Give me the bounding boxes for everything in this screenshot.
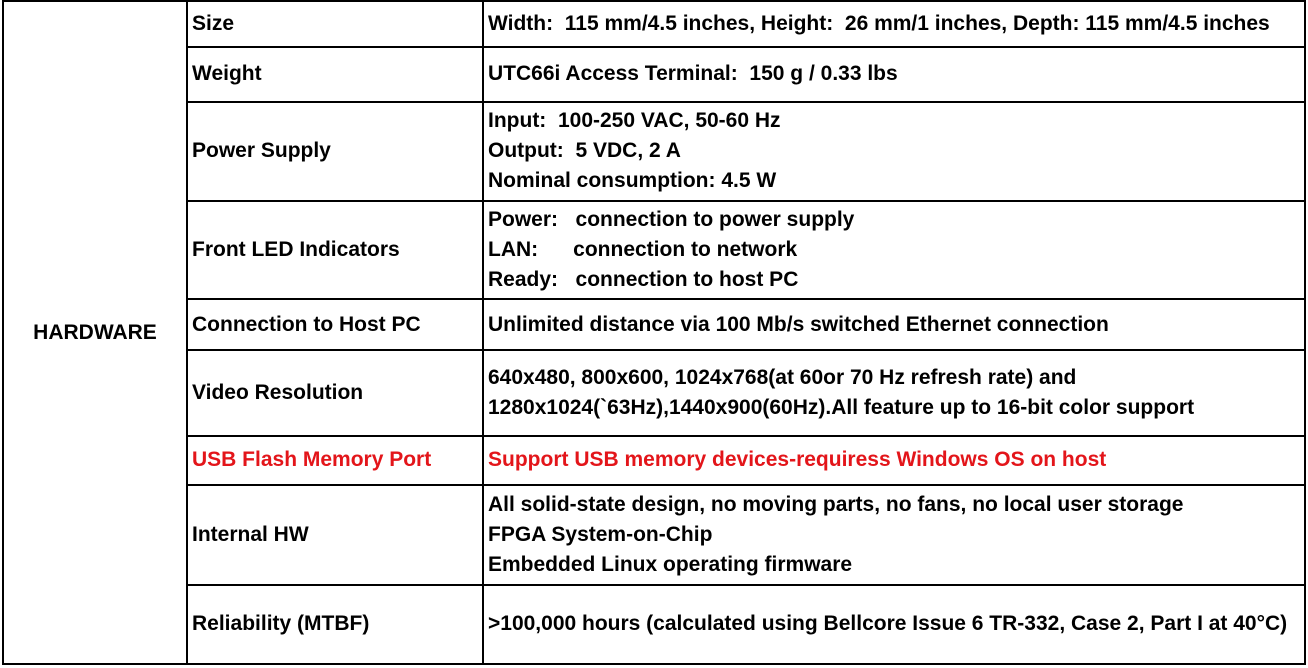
spec-label: Reliability (MTBF) <box>187 585 483 664</box>
spec-value-line: 640x480, 800x600, 1024x768(at 60or 70 Hz refresh rate) and 1280x1024(`63Hz),1440x900(60Hz).All feature up to 16-bit color support <box>488 365 1195 419</box>
spec-value-line: Unlimited distance via 100 Mb/s switched Ethernet connection <box>488 312 1109 336</box>
table-row <box>3 47 1305 102</box>
spec-value <box>483 436 1305 486</box>
spec-value <box>483 47 1305 102</box>
table-row <box>3 485 1305 585</box>
spec-value-line: Input: 100-250 VAC, 50-60 Hz <box>488 109 781 133</box>
spec-label: USB Flash Memory Port <box>187 436 483 486</box>
table-row <box>3 1 1305 47</box>
table-row-highlighted <box>3 436 1305 486</box>
spec-value-line: FPGA System-on-Chip <box>488 523 713 547</box>
table-row <box>3 102 1305 202</box>
spec-label: Weight <box>187 47 483 102</box>
spec-value <box>483 485 1305 585</box>
spec-label: Front LED Indicators <box>187 201 483 299</box>
hardware-spec-table <box>2 0 1306 665</box>
spec-value-line: LAN: connection to network <box>488 238 798 262</box>
section-label: HARDWARE <box>3 1 187 664</box>
spec-value-line: Nominal consumption: 4.5 W <box>488 169 777 193</box>
table-row <box>3 201 1305 299</box>
spec-label: Connection to Host PC <box>187 299 483 350</box>
spec-label: Size <box>187 1 483 47</box>
spec-value <box>483 1 1305 47</box>
spec-value-line: Support USB memory devices-requiress Windows OS on host <box>488 448 1107 472</box>
spec-value-line: Output: 5 VDC, 2 A <box>488 139 681 163</box>
spec-value <box>483 299 1305 350</box>
spec-label: Internal HW <box>187 485 483 585</box>
spec-value-line: UTC66i Access Terminal: 150 g / 0.33 lbs <box>488 62 898 86</box>
spec-value-line: Width: 115 mm/4.5 inches, Height: 26 mm/1 inches, Depth: 115 mm/4.5 inches <box>488 12 1270 36</box>
spec-value <box>483 585 1305 664</box>
spec-label: Power Supply <box>187 102 483 202</box>
spec-value <box>483 350 1305 435</box>
spec-value-line: Ready: connection to host PC <box>488 268 799 292</box>
spec-value-line: Power: connection to power supply <box>488 208 855 232</box>
table-row <box>3 299 1305 350</box>
table-row <box>3 585 1305 664</box>
spec-label: Video Resolution <box>187 350 483 435</box>
spec-value-line: Embedded Linux operating firmware <box>488 553 853 577</box>
spec-value-line: >100,000 hours (calculated using Bellcore Issue 6 TR-332, Case 2, Part I at 40°C) <box>488 612 1288 636</box>
table-row <box>3 350 1305 435</box>
spec-value <box>483 102 1305 202</box>
spec-value-line: All solid-state design, no moving parts, no fans, no local user storage <box>488 493 1184 517</box>
spec-value <box>483 201 1305 299</box>
